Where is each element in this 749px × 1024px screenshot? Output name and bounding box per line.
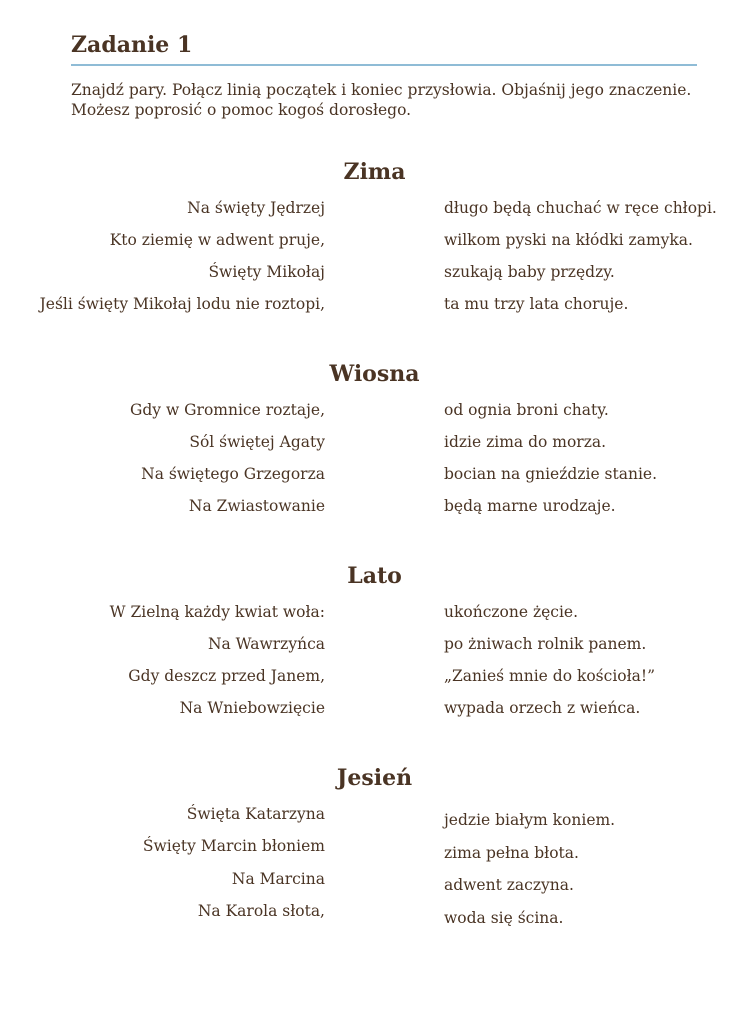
proverb-beginning[interactable]: Na święty Jędrzej: [187, 199, 325, 217]
proverb-beginning[interactable]: Kto ziemię w adwent pruje,: [109, 231, 325, 249]
proverb-ending[interactable]: ta mu trzy lata choruje.: [444, 295, 629, 313]
proverb-beginning[interactable]: Gdy w Gromnice roztaje,: [129, 401, 325, 419]
proverb-beginning[interactable]: Na Marcina: [231, 870, 325, 888]
title-divider: [71, 64, 697, 66]
proverb-ending[interactable]: ukończone żęcie.: [444, 603, 579, 621]
proverb-beginning[interactable]: Święta Katarzyna: [186, 805, 325, 823]
proverb-ending[interactable]: od ognia broni chaty.: [444, 401, 609, 419]
proverb-beginning[interactable]: Na świętego Grzegorza: [141, 465, 325, 483]
proverb-beginning[interactable]: Sól świętej Agaty: [189, 433, 325, 451]
proverb-ending[interactable]: adwent zaczyna.: [444, 876, 574, 894]
section-heading: Lato: [347, 563, 402, 589]
proverb-ending[interactable]: „Zanieś mnie do kościoła!”: [444, 667, 656, 685]
proverb-ending[interactable]: szukają baby przędzy.: [444, 263, 615, 281]
proverb-ending[interactable]: długo będą chuchać w ręce chłopi.: [444, 199, 717, 217]
proverb-ending[interactable]: idzie zima do morza.: [444, 433, 607, 451]
proverb-ending[interactable]: bocian na gnieździe stanie.: [444, 465, 658, 483]
proverb-beginning[interactable]: Jeśli święty Mikołaj lodu nie roztopi,: [39, 295, 325, 313]
proverb-beginning[interactable]: Święty Marcin błoniem: [142, 837, 325, 855]
proverb-beginning[interactable]: Święty Mikołaj: [208, 263, 325, 281]
task-title: Zadanie 1: [71, 32, 193, 58]
proverb-beginning[interactable]: Na Wawrzyńca: [207, 635, 325, 653]
section-heading: Jesień: [336, 765, 413, 791]
proverb-ending[interactable]: po żniwach rolnik panem.: [444, 635, 647, 653]
proverb-ending[interactable]: będą marne urodzaje.: [444, 497, 616, 515]
instruction-line: Znajdź pary. Połącz linią początek i koniec przysłowia. Objaśnij jego znaczenie.: [71, 81, 692, 99]
proverb-ending[interactable]: wilkom pyski na kłódki zamyka.: [444, 231, 693, 249]
proverb-beginning[interactable]: Na Wniebowzięcie: [179, 699, 325, 717]
proverb-beginning[interactable]: Na Zwiastowanie: [188, 497, 325, 515]
task-instructions: [71, 80, 711, 120]
proverb-ending[interactable]: jedzie białym koniem.: [444, 811, 616, 829]
proverb-ending[interactable]: woda się ścina.: [444, 909, 564, 927]
proverb-ending[interactable]: zima pełna błota.: [444, 844, 579, 862]
instruction-line: Możesz poprosić o pomoc kogoś dorosłego.: [71, 101, 412, 119]
section-heading: Wiosna: [329, 361, 420, 387]
proverb-ending[interactable]: wypada orzech z wieńca.: [444, 699, 641, 717]
proverb-beginning[interactable]: Gdy deszcz przed Janem,: [128, 667, 325, 685]
proverb-beginning[interactable]: W Zielną każdy kwiat woła:: [109, 603, 325, 621]
section-heading: Zima: [343, 159, 406, 185]
proverb-beginning[interactable]: Na Karola słota,: [197, 902, 325, 920]
